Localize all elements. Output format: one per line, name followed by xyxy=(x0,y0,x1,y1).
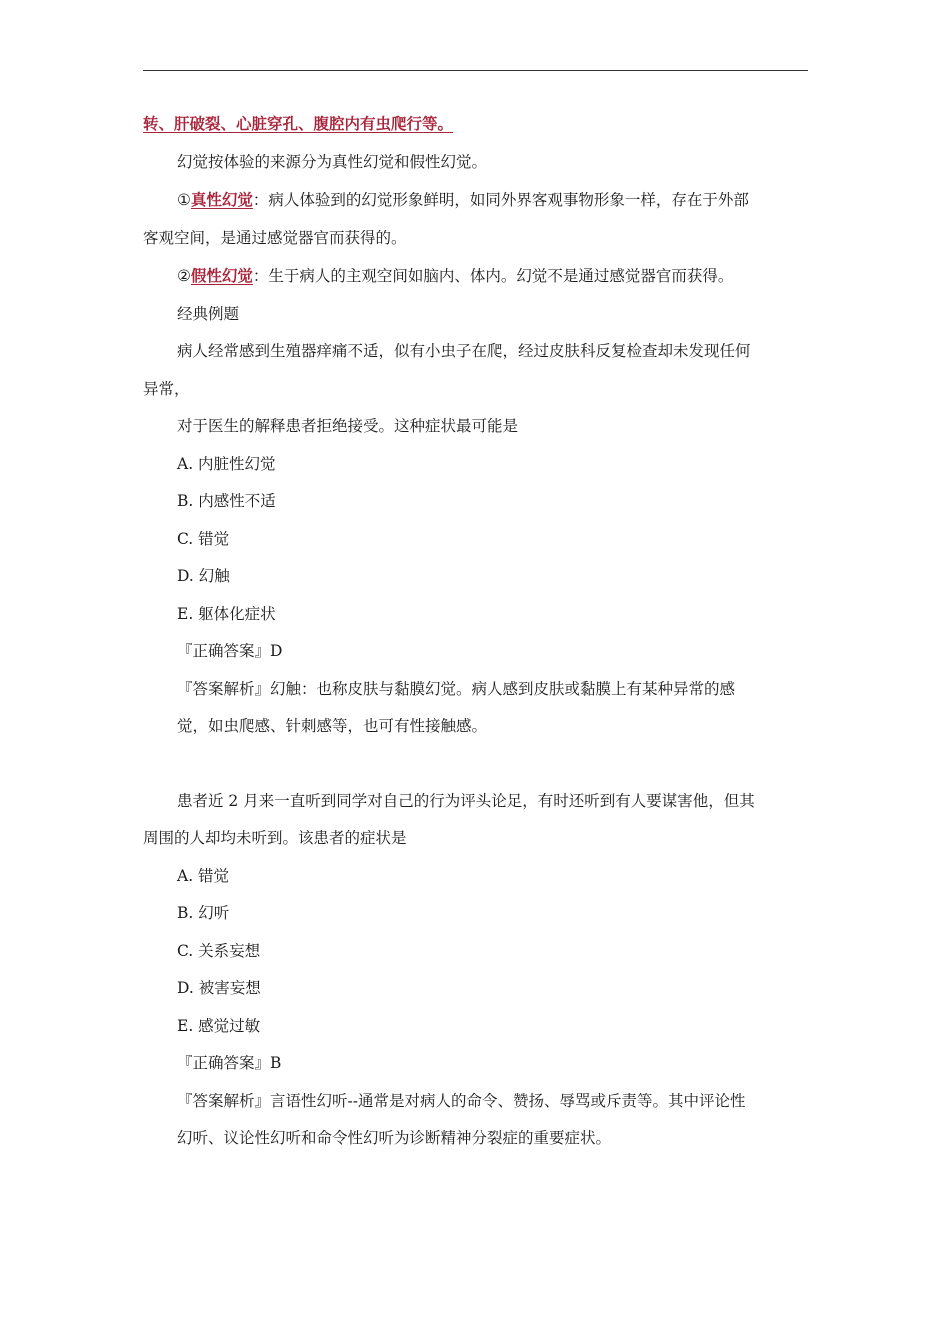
q1-analysis-line1: 『答案解析』幻触：也称皮肤与黏膜幻觉。病人感到皮肤或黏膜上有某种异常的感 xyxy=(177,679,736,698)
continuation-line: 转、肝破裂、心脏穿孔、腹腔内有虫爬行等。 xyxy=(143,114,454,133)
page-content xyxy=(143,105,803,1158)
pseudo-hallucination-term: 假性幻觉 xyxy=(190,266,253,285)
header-rule xyxy=(143,70,808,71)
q2-option-d: D. 被害妄想 xyxy=(177,979,261,997)
q1-option-d: D. 幻触 xyxy=(177,567,230,585)
q2-option-e: E. 感觉过敏 xyxy=(177,1016,261,1035)
true-hallucination-line1: ①真性幻觉：病人体验到的幻觉形象鲜明，如同外界客观事物形象一样，存在于外部 xyxy=(177,190,749,209)
q1-option-a: A. 内脏性幻觉 xyxy=(177,454,276,473)
q2-stem-line2: 周围的人却均未听到。该患者的症状是 xyxy=(143,829,407,847)
q2-option-a: A. 错觉 xyxy=(177,866,230,885)
example-heading: 经典例题 xyxy=(177,304,240,323)
q2-analysis-line2: 幻听、议论性幻听和命令性幻听为诊断精神分裂症的重要症状。 xyxy=(177,1129,612,1147)
q1-stem-line1: 病人经常感到生殖器痒痛不适，似有小虫子在爬，经过皮肤科反复检查却未发现任何 xyxy=(177,342,751,360)
true-hallucination-term: 真性幻觉 xyxy=(190,190,253,209)
q2-analysis-line1: 『答案解析』言语性幻听--通常是对病人的命令、赞扬、辱骂或斥责等。其中评论性 xyxy=(177,1091,746,1110)
q1-stem-line3: 对于医生的解释患者拒绝接受。这种症状最可能是 xyxy=(177,417,519,435)
q1-option-e: E. 躯体化症状 xyxy=(177,604,276,623)
q1-answer: 『正确答案』D xyxy=(177,642,283,660)
question-gap xyxy=(143,746,803,783)
q1-analysis-line2: 觉，如虫爬感、针刺感等，也可有性接触感。 xyxy=(177,717,488,735)
q1-option-b: B. 内感性不适 xyxy=(177,492,276,510)
q2-option-b: B. 幻听 xyxy=(177,904,230,922)
true-hallucination-line2: 客观空间，是通过感觉器官而获得的。 xyxy=(143,228,407,247)
q2-option-c: C. 关系妄想 xyxy=(177,941,261,960)
q1-option-c: C. 错觉 xyxy=(177,529,230,548)
q2-stem-line1: 患者近 2 月来一直听到同学对自己的行为评头论足，有时还听到有人要谋害他，但其 xyxy=(177,791,755,810)
intro-paragraph: 幻觉按体验的来源分为真性幻觉和假性幻觉。 xyxy=(177,152,488,171)
q1-stem-line2: 异常， xyxy=(143,379,190,398)
pseudo-hallucination-line: ②假性幻觉：生于病人的主观空间如脑内、体内。幻觉不是通过感觉器官而获得。 xyxy=(177,266,734,285)
q2-answer: 『正确答案』B xyxy=(177,1054,282,1072)
